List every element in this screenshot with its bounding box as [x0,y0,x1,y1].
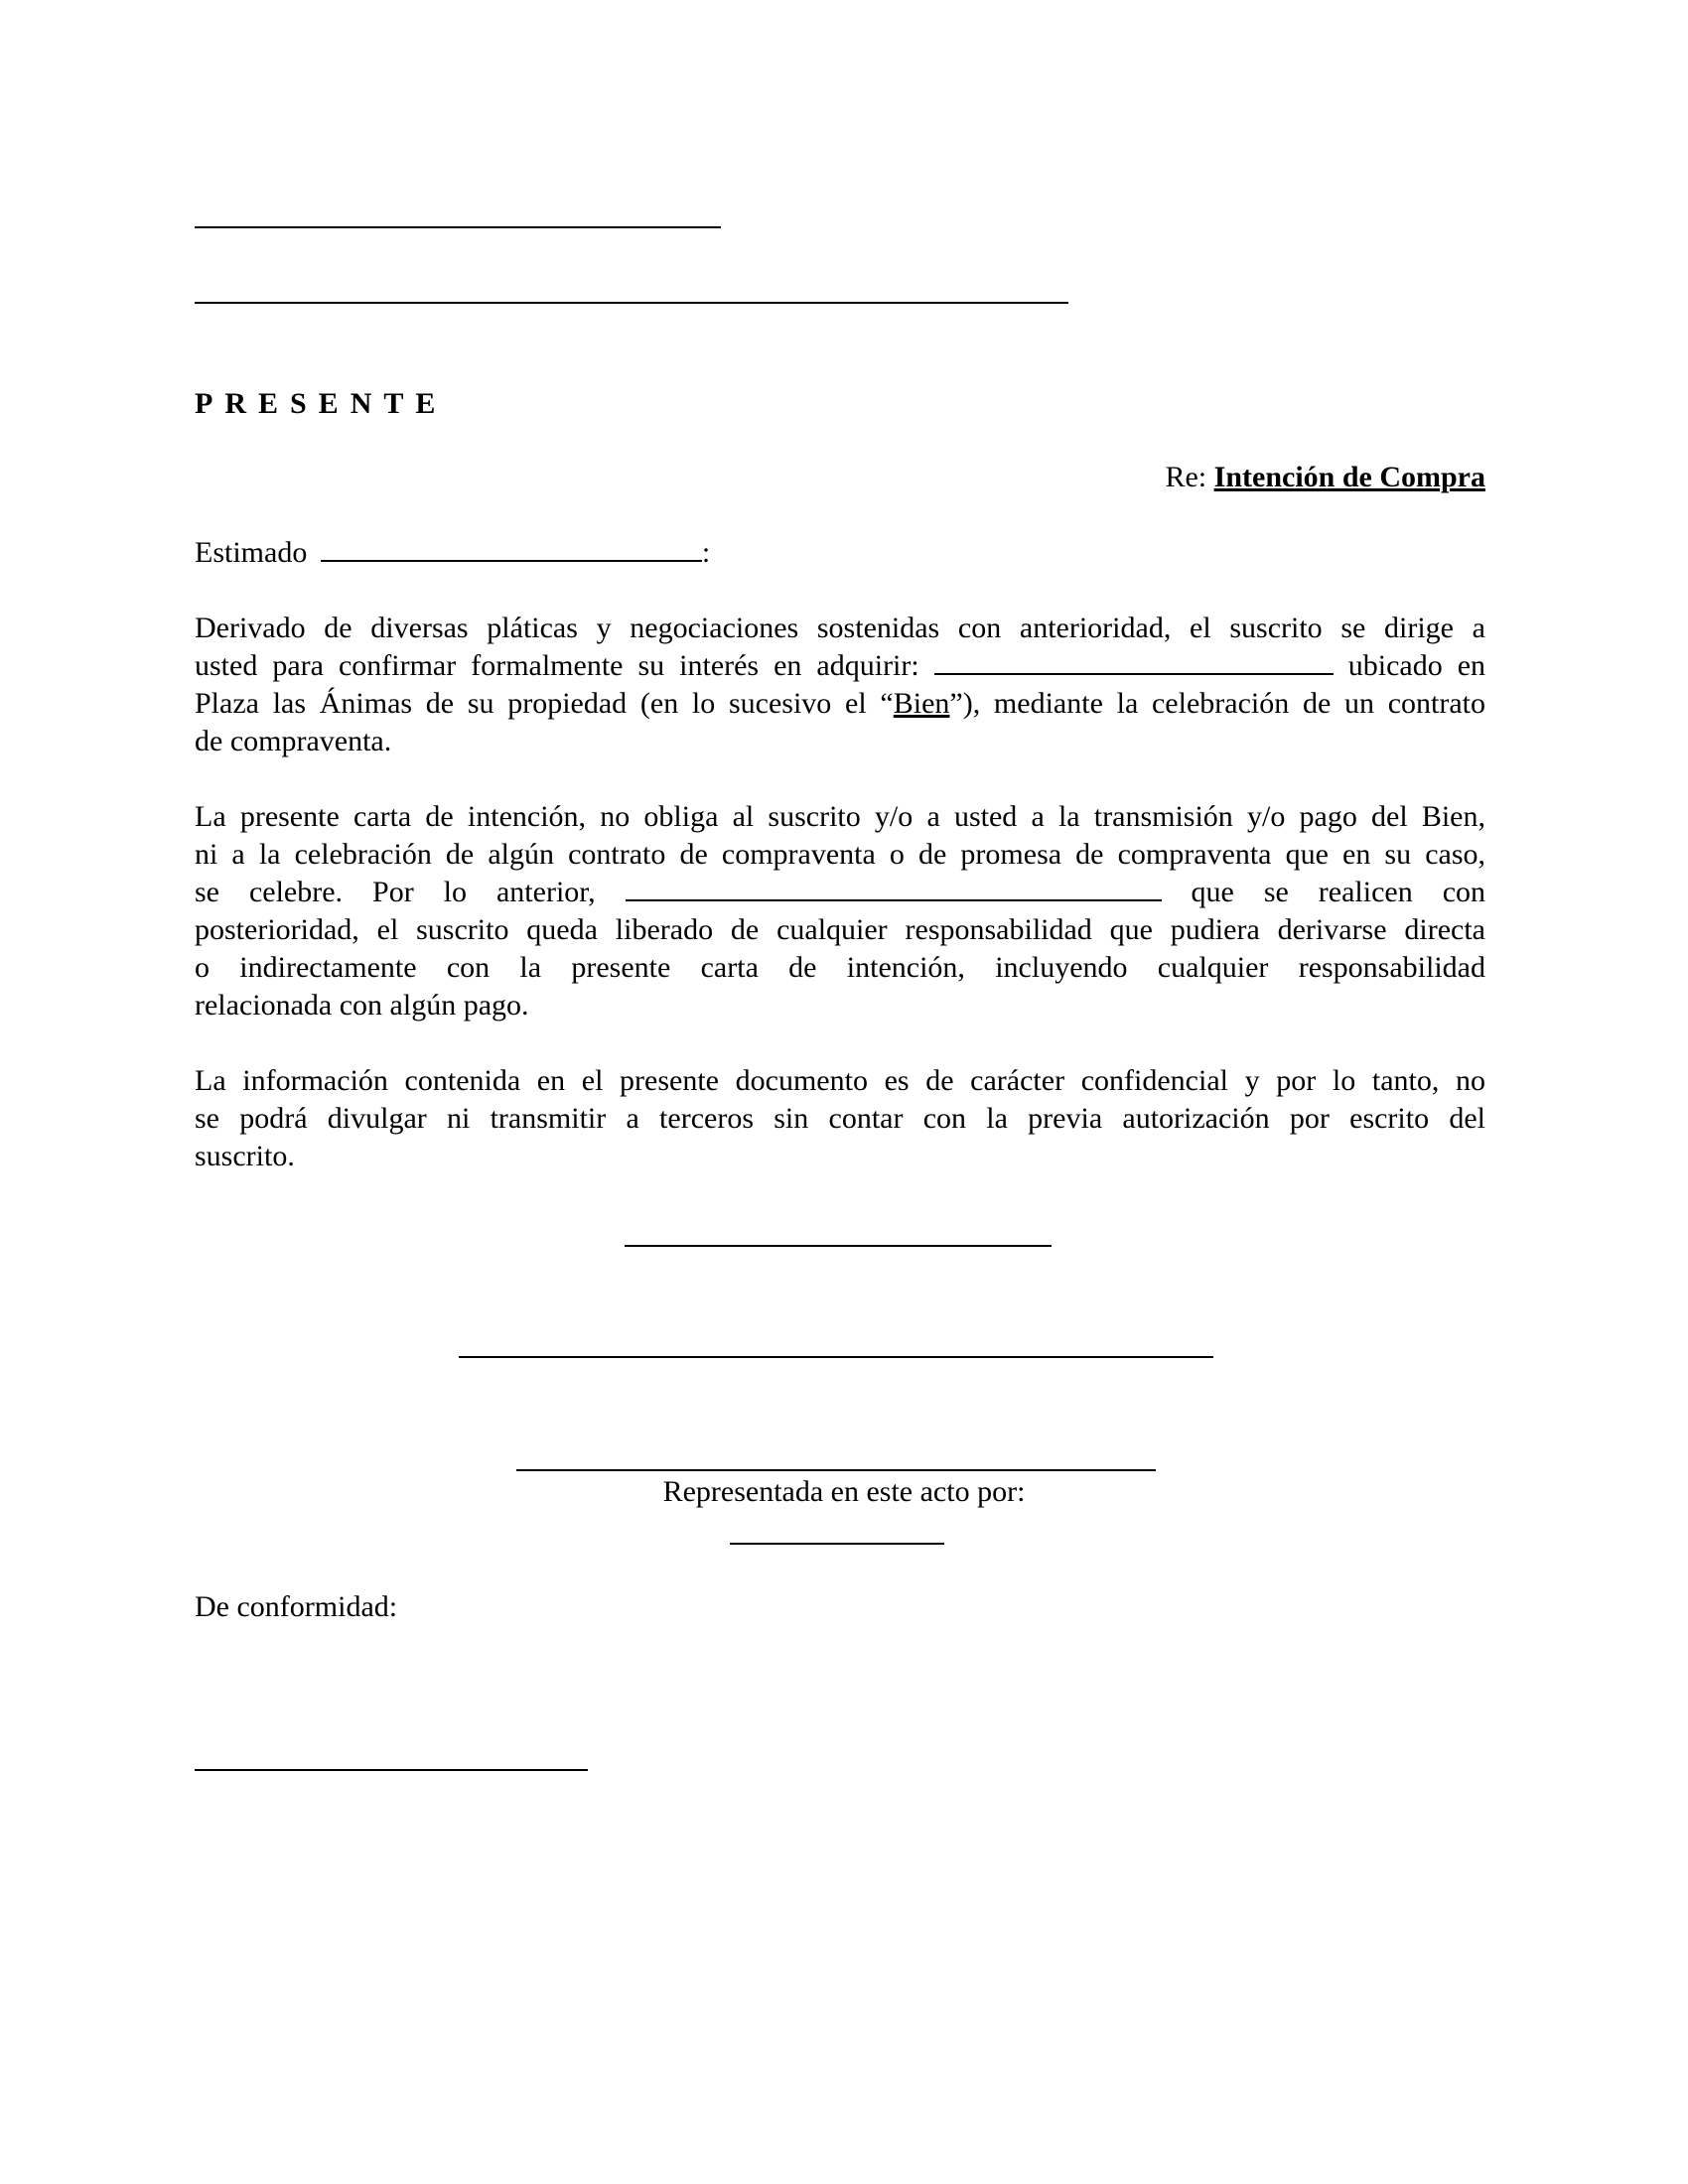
p2-line2: ni a la celebración de algún contrato de compraventa o de promesa de compraventa que en su caso, [195,838,1485,871]
paragraph-confidentiality [195,1062,1485,1175]
p1-line2-text-a: usted para confirmar formalmente su interés en adquirir: [195,649,919,682]
p2-line5: o indirectamente con la presente carta de intención, incluyendo cualquier responsabilidad [195,951,1485,984]
bien-term: Bien [893,687,950,720]
conformity-signature-blank[interactable] [195,1769,588,1771]
p1-line3 [195,685,1485,723]
p3-line1: La información contenida en el presente documento es de carácter confidencial y por lo tanto, no [195,1064,1485,1097]
p2-line1: La presente carta de intención, no obliga al suscrito y/o a usted a la transmisión y/o pago del Bien, [195,800,1485,833]
re-label: Re: [1165,461,1207,493]
p2-line3-text-a: se celebre. Por lo anterior, [195,876,596,908]
re-subject: Intención de Compra [1213,461,1485,493]
p2-line3-text-b: que se realicen con [1191,876,1486,908]
p1-line2-text-b: ubicado en [1347,649,1486,682]
presente-heading: PRESENTE [195,387,448,420]
p2-line3 [195,874,1485,911]
greeting [195,534,710,572]
p1-line3-text-a: Plaza las Ánimas de su propiedad (en lo sucesivo el “Bien”), mediante la celebración de un contrato [195,687,1485,720]
greeting-prefix: Estimado [195,536,308,569]
signature-blank-3[interactable] [516,1469,1156,1471]
property-blank[interactable] [934,649,1334,675]
recipient-address-blank[interactable] [195,302,1068,304]
representative-blank[interactable] [730,1543,944,1545]
p3-line3: suscrito. [195,1140,295,1172]
conformity-label: De conformidad: [195,1590,398,1623]
signature-blank-2[interactable] [459,1356,1213,1358]
subject-line [1165,459,1485,496]
recipient-name-blank[interactable] [195,226,721,228]
paragraph-non-binding [195,798,1485,1024]
p1-line4: de compraventa. [195,725,392,757]
addressee-blank[interactable] [321,536,702,562]
p3-line2: se podrá divulgar ni transmitir a terceros sin contar con la previa autorización por escrito del [195,1102,1485,1135]
greeting-suffix: : [701,536,711,569]
p2-line4: posterioridad, el suscrito queda liberado de cualquier responsabilidad que pudiera derivarse directa [195,913,1485,946]
p1-line1: Derivado de diversas pláticas y negociaciones sostenidas con anterioridad, el suscrito se dirige a [195,612,1485,644]
paragraph-intent [195,610,1485,760]
p2-line6: relacionada con algún pago. [195,989,529,1022]
conditions-blank[interactable] [626,876,1162,901]
signature-blank-1[interactable] [625,1245,1052,1247]
represented-by-label: Representada en este acto por: [662,1475,1026,1508]
p1-line2 [195,647,1485,685]
